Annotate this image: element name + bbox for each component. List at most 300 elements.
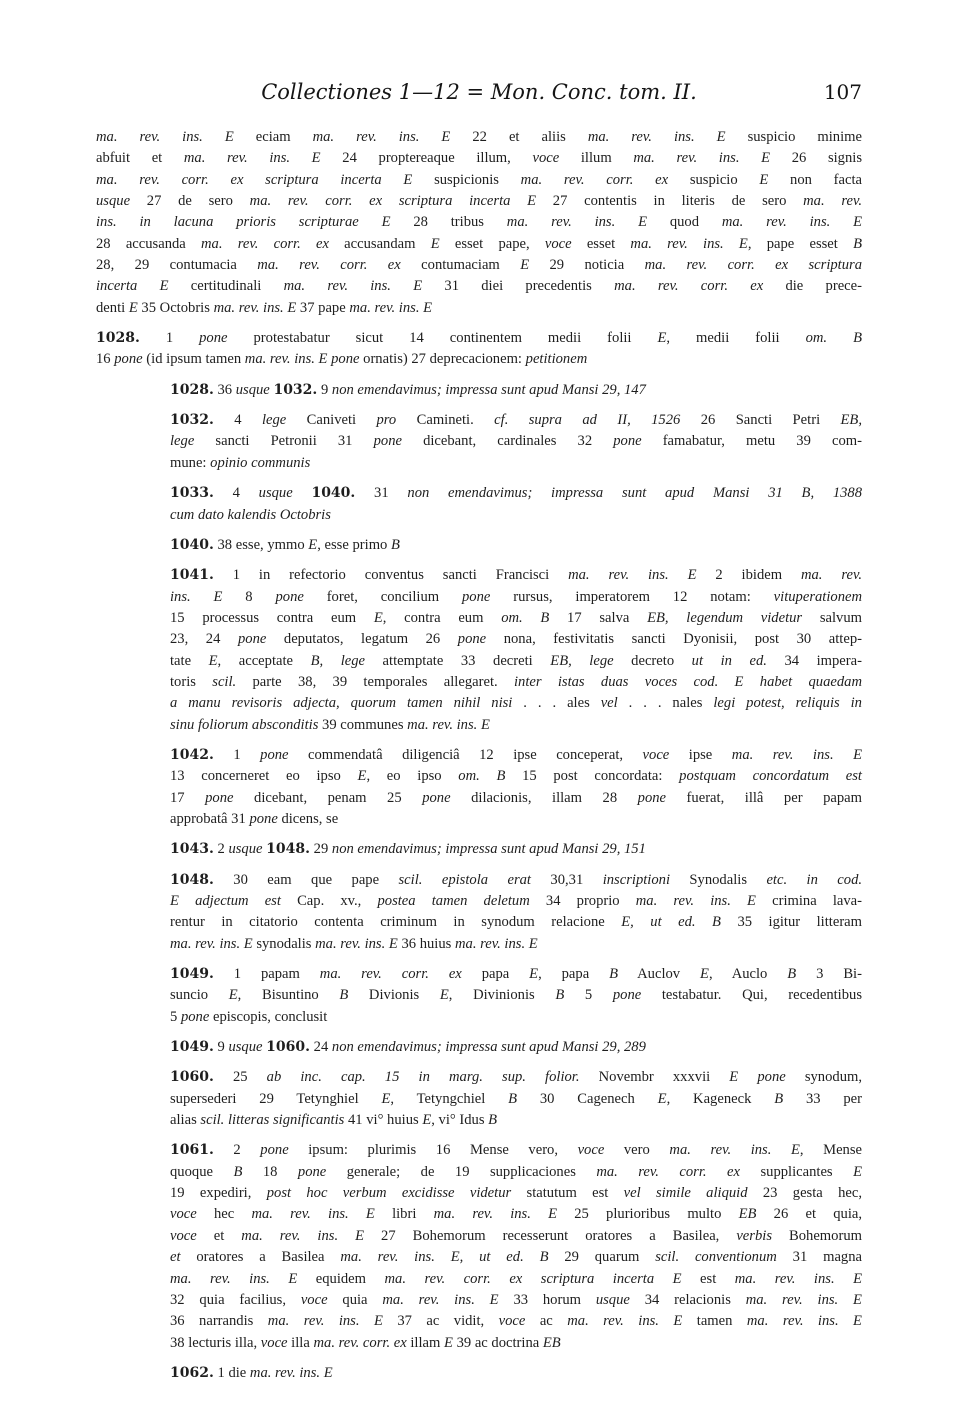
editorial-note: pone [461,588,491,605]
text-line [96,483,862,504]
apparatus-text: 39 communes [318,716,408,733]
editorial-note: E [430,235,440,252]
apparatus-text: esset [571,235,631,252]
text-line [96,191,862,212]
editorial-note: ma. rev. ins. E [244,351,328,368]
apparatus-text: 15 processus contra eum [170,609,374,626]
page-header [96,80,862,114]
apparatus-text: 2 [213,1142,261,1159]
apparatus-text: 9 [317,381,332,398]
editorial-note: ma. rev. corr. ex scriptura [644,257,862,274]
apparatus-text: 30 Cagenech [517,1090,658,1107]
apparatus-text: synodum, [785,1069,862,1086]
apparatus-text: ipsum: plurimis 16 Mense vero, [288,1142,578,1159]
apparatus-text: 37 pape [296,299,350,316]
editorial-note: ma. rev. ins. E [731,746,863,763]
apparatus-text: 26 Sancti Petri [680,412,841,429]
apparatus-text: 34 relacionis [629,1291,746,1308]
apparatus-text: , esse primo [317,536,391,553]
apparatus-text: 13 concerneret eo ipso [170,768,358,785]
editorial-note: ma. rev. ins. E [315,935,398,952]
text-line [96,212,862,233]
apparatus-paragraph [96,1067,862,1131]
apparatus-paragraph [96,565,862,736]
text-line [96,693,862,714]
apparatus-text: papa [461,966,530,983]
editorial-note: B [488,1112,498,1129]
editorial-note: B [787,966,797,983]
text-line [96,170,862,191]
apparatus-text: decreto [613,652,692,669]
editorial-note: ma. rev. corr. ex [201,235,329,252]
editorial-note: scil. litteras significantis [200,1112,345,1129]
apparatus-text: 17 salva [549,609,648,626]
apparatus-text: , acceptate [217,652,311,669]
apparatus-text: tamen [682,1313,747,1330]
editorial-note: E [853,1163,862,1180]
apparatus-text: supplicantes [740,1163,854,1180]
apparatus-text: quia [327,1291,383,1308]
running-title: Collectiones 1—12 = Mon. Conc. tom. II. [261,80,697,104]
editorial-note: petitionem [525,351,588,368]
apparatus-text: denti [96,299,129,316]
editorial-note: postquam concordatum est [679,768,862,785]
apparatus-text: 1 die [213,1364,250,1381]
editorial-note: E [381,1090,391,1107]
apparatus-text: 29 quarum [548,1249,656,1266]
editorial-note: ma. rev. ins. E [633,150,771,167]
editorial-note: scil. conventionum [655,1249,777,1266]
column-reference: 1041. [170,567,214,584]
editorial-note: pone [613,433,642,450]
editorial-note: ma. rev. ins. E [213,299,297,316]
apparatus-text: quoque [170,1163,234,1180]
apparatus-text: 8 [222,588,276,605]
editorial-note: post hoc verbum excidisse videtur [266,1185,512,1202]
editorial-note: et [170,1249,181,1266]
column-reference: 1043. [170,841,214,858]
editorial-note: voce [642,746,670,763]
apparatus-text: 30 eam que pape [213,871,399,888]
text-line [96,1162,862,1183]
apparatus-text: 39 ac doctrina [452,1334,543,1351]
editorial-note: pro [376,412,397,429]
apparatus-text: suspicionis [412,171,521,188]
text-line [96,1067,862,1088]
apparatus-text: oratores a Basilea [180,1249,341,1266]
editorial-note: B [233,1163,243,1180]
text-line [96,1037,862,1058]
editorial-note: legi potest, reliquis in [713,695,862,712]
text-line [96,964,862,985]
apparatus-paragraph [96,1140,862,1353]
apparatus-text: 34 proprio [529,893,636,909]
apparatus-text: esset pape, [439,235,545,252]
editorial-note: usque [258,485,293,502]
apparatus-text: die prece- [763,278,862,295]
apparatus-paragraph [96,535,862,556]
apparatus-text: , Divinionis [448,987,556,1004]
editorial-note: non emendavimus; impressa sunt apud Mansi 29, 289 [331,1039,646,1056]
editorial-note: E [759,171,769,188]
apparatus-text: certitudinali [168,278,284,295]
text-line [96,985,862,1006]
apparatus-text: testabatur. Qui, recedentibus [641,987,862,1004]
editorial-note: ma. rev. [800,567,862,584]
editorial-note: ma. rev. ins. E [283,278,423,295]
editorial-note: voce [532,150,560,167]
editorial-note: ma. rev. ins. E [669,1142,800,1159]
apparatus-text: Camineti. [396,412,495,429]
text-line [96,839,862,860]
editorial-note: ma. rev. corr. ex [313,1334,407,1351]
text-line [96,745,862,766]
text-line [96,380,862,401]
editorial-note: verbis [736,1227,772,1244]
apparatus-text: 5 [564,987,613,1004]
apparatus-text: dicebant, penam 25 [233,789,423,806]
apparatus-text: 1 in refectorio conventus sancti Francisci [213,567,569,584]
editorial-note: ma. rev. ins. E [630,235,748,252]
editorial-note: EB [542,1334,561,1351]
text-line [96,672,862,693]
text-line [96,431,862,452]
apparatus-text: Bohemorum [772,1227,862,1244]
editorial-note: E [444,1334,453,1351]
editorial-note: ma. rev. corr. ex scriptura incerta E [249,193,537,210]
editorial-note: usque [235,381,270,398]
text-line [96,1311,862,1332]
apparatus-text: 34 impera- [766,652,862,669]
apparatus-paragraph [96,1363,862,1384]
editorial-note: pone [237,631,267,648]
editorial-note: usque [228,1039,263,1056]
apparatus-text: protestabatur sicut 14 continentem medii folii [227,330,658,347]
text-line [96,298,862,319]
apparatus-text: tate [170,652,209,669]
editorial-note: om. B [458,768,506,785]
editorial-note: ma. rev. ins. E [267,1313,383,1330]
column-reference: 1048. [170,871,214,888]
editorial-note: pone [199,330,228,347]
editorial-note: usque [228,841,263,858]
apparatus-text: alias [170,1112,201,1129]
apparatus-text: 5 [170,1008,181,1025]
apparatus-text: , eo ipso [366,768,459,785]
editorial-note: pone [612,987,642,1004]
editorial-note: ma. rev. ins. E [349,299,433,316]
apparatus-text: 36 narrandis [170,1313,268,1330]
apparatus-paragraph [96,839,862,860]
apparatus-text: 25 [213,1069,267,1086]
apparatus-text: salvum [802,609,862,626]
apparatus-text: 31 [355,485,408,502]
text-line [96,1290,862,1311]
apparatus-text: crimina lava- [755,893,862,909]
editorial-note: non emendavimus; impressa sunt apud Mansi 29, 151 [331,841,646,858]
column-reference: 1062. [170,1364,214,1381]
editorial-note: EB [738,1206,757,1223]
apparatus-text [293,485,312,501]
editorial-note: a manu revisoris adjecta, quorum tamen nihil nisi [170,695,513,712]
editorial-note: EB, [840,412,862,429]
apparatus-text: 28 accusanda [96,235,201,252]
apparatus-text: equidem [297,1270,385,1287]
text-line [96,1363,862,1384]
editorial-note: voce [170,1206,197,1223]
apparatus-text: statutum est [511,1185,624,1202]
editorial-note: vituperationem [773,588,863,605]
editorial-note: ma. rev. ins. E [734,1270,863,1287]
text-line [96,608,862,629]
apparatus-paragraph [96,483,862,526]
editorial-note: ma. rev. ins. E [241,1227,365,1244]
editorial-note: E [373,609,383,626]
column-reference: 1060. [266,1039,310,1056]
text-line [96,651,862,672]
apparatus-text: Auclov [618,966,701,983]
editorial-note: voce [498,1313,526,1330]
apparatus-text: , contra eum [382,609,502,626]
apparatus-text: Divionis [348,987,440,1004]
editorial-note: ma. rev. ins. E [635,893,756,909]
apparatus-text: 22 et aliis [450,129,588,145]
apparatus-text: , vi° Idus [431,1112,489,1129]
editorial-note: ab inc. cap. 15 in marg. sup. folior. [266,1069,580,1086]
editorial-note: E [228,987,238,1004]
editorial-note: ut in ed. [691,652,767,669]
editorial-note: ma. rev. corr. ex [596,1163,740,1180]
column-reference: 1048. [266,841,310,858]
apparatus-text: . . . ales [512,695,601,712]
editorial-note: ma. rev. ins. E [454,935,538,952]
apparatus-text: 36 huius [397,935,455,952]
editorial-note: om. B [501,609,550,626]
editorial-note: opinio communis [210,454,311,471]
apparatus-text: 23, 24 [170,631,238,648]
apparatus-text: , papa [538,966,610,983]
editorial-note: B [853,235,862,252]
editorial-note: ma. rev. ins. E [587,129,726,145]
editorial-note: lege [261,412,287,429]
editorial-note: postea tamen deletum [377,893,530,909]
column-reference: 1040. [311,485,356,502]
apparatus-text: supersederi 29 Tetynghiel [170,1090,382,1107]
apparatus-text: 25 plurioribus multo [557,1206,739,1223]
text-line [96,1110,862,1131]
column-reference: 1061. [170,1142,214,1159]
editorial-note: ma. rev. ins. E [249,1364,333,1381]
text-line [96,127,862,148]
apparatus-text: illa [287,1334,314,1351]
apparatus-text: Cap. xv., [280,893,378,909]
editorial-note: ma. rev. ins. E [170,935,253,952]
editorial-note: vel simile aliquid [623,1185,748,1202]
apparatus-text: synodalis [252,935,316,952]
editorial-note: B [391,536,400,553]
editorial-note: ins. E [170,588,223,605]
editorial-note: ma. rev. corr. ex [257,257,401,274]
editorial-note: B [774,1090,784,1107]
apparatus-text: libri [374,1206,434,1223]
column-reference: 1033. [170,485,214,502]
text-line [96,328,862,349]
apparatus-text: rentur in citatorio contenta criminum in synodum relacione [170,914,622,931]
editorial-note: inscriptioni [602,871,670,888]
apparatus-text: , pape esset [747,235,854,252]
apparatus-text: contumaciam [400,257,521,274]
apparatus-text [738,1069,757,1085]
editorial-note: pone [331,351,360,368]
apparatus-text: ac [525,1313,568,1330]
editorial-note: E [208,652,218,669]
editorial-note: E [128,299,138,316]
apparatus-text: vero [604,1142,670,1159]
apparatus-text: eciam [233,129,313,145]
editorial-note: E [700,966,709,983]
critical-apparatus [96,127,862,1384]
apparatus-text: 35 igitur litteram [720,914,863,931]
column-reference: 1049. [170,966,214,983]
editorial-note: B [508,1090,518,1107]
editorial-note: voce [300,1291,328,1308]
text-line [96,1183,862,1204]
apparatus-text: 33 horum [498,1291,596,1308]
editorial-note: E [729,1069,739,1086]
apparatus-text: 16 [96,351,115,368]
apparatus-text: commendatâ diligenciâ 12 ipse conceperat, [288,746,643,763]
editorial-note: ma. rev. ins. E [721,214,863,231]
apparatus-text: suspicio minime [725,129,862,145]
text-line [96,629,862,650]
text-line [96,1140,862,1161]
apparatus-text: 27 de sero [130,193,250,210]
apparatus-text: 4 [213,412,262,429]
apparatus-paragraph [96,127,862,319]
editorial-note: voce [170,1227,197,1244]
editorial-note: ma. rev. ins. E [506,214,647,231]
apparatus-text: hec [196,1206,252,1223]
editorial-note: pone [637,789,667,806]
text-line [96,349,862,370]
editorial-note: voce [260,1334,288,1351]
editorial-note: E [529,966,539,983]
apparatus-text: 27 Bohemorum recesserunt oratores a Basilea, [364,1227,737,1244]
column-reference: 1049. [170,1039,214,1056]
text-line [96,565,862,586]
editorial-note: pone [114,351,143,368]
editorial-note: ins. in lacuna prioris scripturae E [96,214,391,231]
apparatus-text: 27 contentis in literis de sero [536,193,804,210]
editorial-note: scil. [212,673,237,690]
apparatus-text: , medii folii [666,330,806,347]
apparatus-text: 37 ac vidit, [382,1313,499,1330]
apparatus-text: 1 papam [213,966,320,983]
apparatus-text: 4 [213,485,259,502]
apparatus-text: 23 gesta hec, [747,1185,862,1202]
editorial-note: E [357,768,367,785]
text-line [96,912,862,933]
apparatus-text: , Auclo [708,966,788,983]
text-line [96,715,862,736]
editorial-note: ma. rev. ins. E [433,1206,558,1223]
apparatus-text: dicebant, cardinales 32 [401,433,614,450]
editorial-note: ma. rev. ins. E [567,1313,683,1330]
column-reference: 1028. [170,381,214,398]
editorial-note: pone [457,631,487,648]
editorial-note: om. B [805,330,862,347]
apparatus-text: 33 per [783,1090,862,1107]
apparatus-text: 26 signis [770,150,863,167]
apparatus-text: dicens, se [277,810,339,827]
apparatus-text: ornatis) 27 deprecacionem: [359,351,526,368]
apparatus-text: (id ipsum tamen [142,351,245,368]
apparatus-text: 38 esse, ymmo [213,536,309,553]
apparatus-text: , Tetyngchiel [390,1090,509,1107]
text-line [96,1247,862,1268]
apparatus-text: Caniveti [286,412,377,429]
apparatus-text: suspicio [668,171,760,188]
editorial-note: ma. rev. ins. E [407,716,490,733]
editorial-note: ma. rev. corr. ex [520,171,669,188]
editorial-note: EB, lege [550,652,614,669]
apparatus-text: mune: [170,454,211,471]
apparatus-text: generale; de 19 supplicaciones [326,1163,597,1180]
apparatus-paragraph [96,380,862,401]
editorial-note: ma. rev. ins. E [382,1291,499,1308]
editorial-note: B [339,987,349,1004]
apparatus-text: accusandam [328,235,431,252]
apparatus-text: approbatâ 31 [170,810,250,827]
editorial-note: pone [422,789,451,806]
apparatus-text: 2 ibidem [696,567,801,584]
apparatus-text: 36 [213,381,236,398]
apparatus-text: non facta [768,171,862,188]
apparatus-text: 31 magna [776,1249,862,1266]
apparatus-text: illum [559,150,634,167]
apparatus-text: Synodalis [670,871,767,888]
editorial-note: ma. rev. ins. E [312,129,451,145]
editorial-note: ma. rev. corr. ex [614,278,764,295]
apparatus-text: ipse [669,746,732,763]
editorial-note: scil. epistola erat [398,871,531,888]
apparatus-text: 28 tribus [390,214,507,231]
text-line [96,1269,862,1290]
text-line [96,891,862,912]
editorial-note: sinu foliorum absconditis [170,716,319,733]
editorial-note: non emendavimus; impressa sunt apud Mansi 31 B, 1388 [407,485,863,502]
apparatus-text: , Mense [799,1142,863,1159]
editorial-note: voce [577,1142,605,1159]
apparatus-text: attemptate 33 decreti [365,652,551,669]
editorial-note: EB, legendum videtur [647,609,803,626]
editorial-note: cf. supra ad II, 1526 [494,412,681,429]
apparatus-text: 18 [242,1163,298,1180]
editorial-note: pone [757,1069,786,1086]
editorial-note: ma. rev. ins. E [745,1291,862,1308]
apparatus-text: 15 post concordata: [505,768,680,785]
editorial-note: pone [297,1163,327,1180]
column-reference: 1028. [96,330,140,347]
apparatus-paragraph [96,410,862,474]
editorial-note: ma. rev. ins. E, ut ed. B [340,1249,549,1266]
apparatus-text: parte 38, 39 temporales allegaret. [236,673,514,690]
editorial-note: non emendavimus; impressa sunt apud Mansi 29, 147 [331,381,646,398]
editorial-note: etc. in cod. [766,871,863,888]
editorial-note: ma. rev. corr. ex scriptura incerta E [384,1270,682,1287]
editorial-note: pone [275,588,304,605]
editorial-note: ma. rev. ins. E [568,567,697,584]
